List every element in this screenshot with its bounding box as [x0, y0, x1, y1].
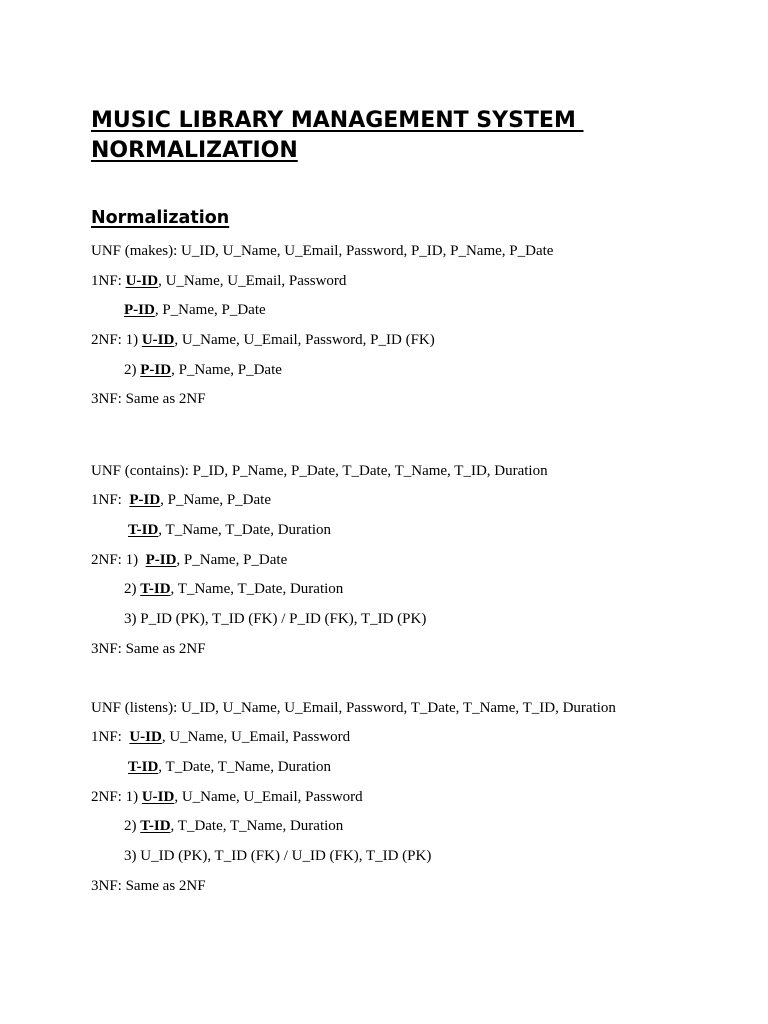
contains-1nf-prefix: 1NF:: [91, 492, 130, 508]
makes-2nf-second-prefix: 2): [124, 362, 141, 378]
listens-1nf-second-rest: , T_Date, T_Name, Duration: [158, 759, 332, 775]
listens-2nf-third-line: 3) U_ID (PK), T_ID (FK) / U_ID (FK), T_ID (PK): [124, 848, 432, 864]
contains-3nf-line: 3NF: Same as 2NF: [91, 641, 206, 657]
contains-1nf-line: [91, 490, 271, 510]
listens-2nf-rest: , U_Name, U_Email, Password: [174, 789, 363, 805]
listens-2nf-prefix: 2NF: 1): [91, 789, 142, 805]
listens-1nf-line: [91, 727, 350, 747]
contains-1nf-second-rest: , T_Name, T_Date, Duration: [158, 522, 332, 538]
listens-2nf-second-rest: , T_Date, T_Name, Duration: [170, 818, 344, 834]
contains-2nf-second-prefix: 2): [124, 581, 141, 597]
listens-2nf-second-key: T-ID: [140, 818, 171, 834]
listens-1nf-prefix: 1NF:: [91, 729, 130, 745]
contains-2nf-second-rest: , T_Name, T_Date, Duration: [170, 581, 344, 597]
makes-unf-line: UNF (makes): U_ID, U_Name, U_Email, Password, P_ID, P_Name, P_Date: [91, 243, 554, 259]
makes-2nf-key: U-ID: [141, 332, 175, 348]
makes-2nf-prefix: 2NF: 1): [91, 332, 142, 348]
contains-2nf-key: P-ID: [145, 552, 177, 568]
listens-1nf-rest: , U_Name, U_Email, Password: [161, 729, 351, 745]
listens-1nf-second-key: T-ID: [128, 759, 159, 775]
document-title-line-1: MUSIC LIBRARY MANAGEMENT SYSTEM: [91, 108, 584, 133]
contains-1nf-second-key: T-ID: [128, 522, 159, 538]
makes-1nf-second-line: [124, 300, 266, 320]
makes-1nf-second-rest: , P_Name, P_Date: [154, 302, 266, 318]
contains-2nf-line: [91, 550, 287, 570]
listens-2nf-key: U-ID: [141, 789, 175, 805]
contains-2nf-prefix: 2NF: 1): [91, 552, 146, 568]
listens-unf-line: UNF (listens): U_ID, U_Name, U_Email, Password, T_Date, T_Name, T_ID, Duration: [91, 700, 616, 716]
makes-1nf-prefix: 1NF:: [91, 273, 126, 289]
document-title: [91, 106, 584, 166]
makes-1nf-key: U-ID: [125, 273, 159, 289]
listens-3nf-line: 3NF: Same as 2NF: [91, 878, 206, 894]
makes-2nf-line: [91, 330, 435, 350]
makes-1nf-second-key: P-ID: [124, 302, 155, 318]
makes-3nf-line: 3NF: Same as 2NF: [91, 391, 206, 407]
makes-2nf-second-line: [124, 360, 282, 380]
contains-1nf-key: P-ID: [129, 492, 161, 508]
listens-2nf-second-prefix: 2): [124, 818, 141, 834]
contains-2nf-third-line: 3) P_ID (PK), T_ID (FK) / P_ID (FK), T_ID (PK): [124, 611, 427, 627]
section-heading: Normalization: [91, 208, 230, 228]
listens-1nf-second-line: [128, 757, 331, 777]
listens-1nf-key: U-ID: [129, 729, 162, 745]
contains-unf-line: UNF (contains): P_ID, P_Name, P_Date, T_Date, T_Name, T_ID, Duration: [91, 463, 548, 479]
makes-2nf-second-key: P-ID: [140, 362, 172, 378]
contains-2nf-second-key: T-ID: [140, 581, 171, 597]
document-title-line-2: NORMALIZATION: [91, 138, 298, 163]
makes-1nf-line: [91, 271, 346, 291]
listens-2nf-line: [91, 787, 363, 807]
contains-1nf-second-line: [128, 520, 331, 540]
makes-2nf-second-rest: , P_Name, P_Date: [171, 362, 282, 378]
listens-2nf-second-line: [124, 816, 343, 836]
makes-1nf-rest: , U_Name, U_Email, Password: [158, 273, 347, 289]
contains-2nf-rest: , P_Name, P_Date: [176, 552, 288, 568]
contains-2nf-second-line: [124, 579, 343, 599]
makes-2nf-rest: , U_Name, U_Email, Password, P_ID (FK): [174, 332, 435, 348]
contains-1nf-rest: , P_Name, P_Date: [160, 492, 271, 508]
